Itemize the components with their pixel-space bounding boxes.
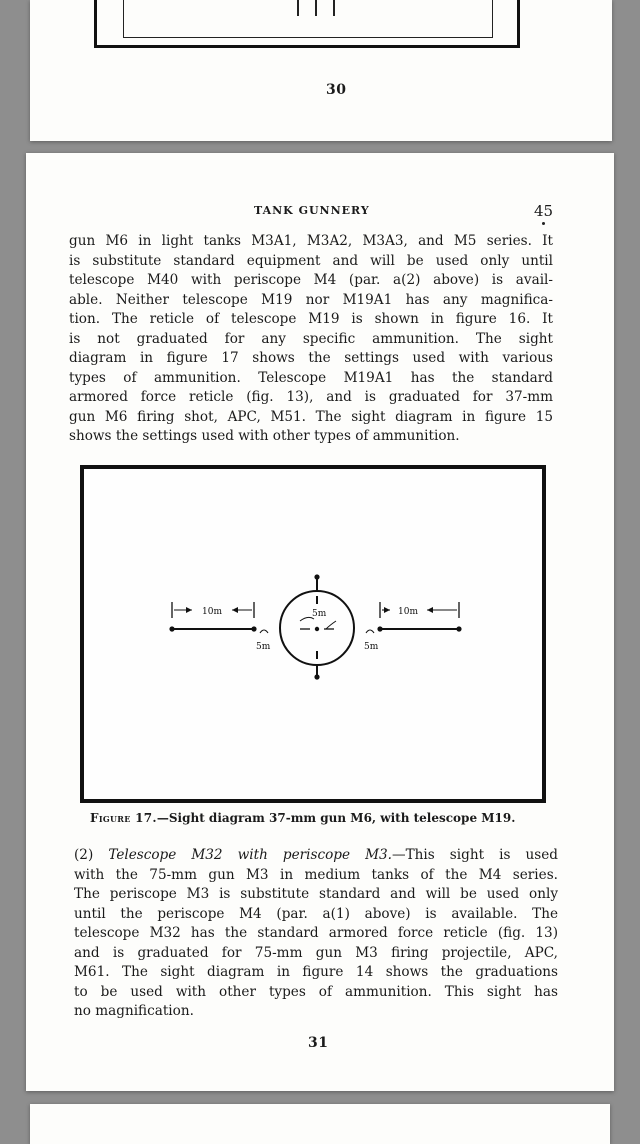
circle-top-label: 5m xyxy=(312,609,327,619)
left-gap-label: 5m xyxy=(256,642,271,652)
text-line: M61. The sight diagram in figure 14 shows the graduations xyxy=(74,964,558,980)
text-line: to be used with other types of ammunition. This sight has xyxy=(74,983,558,1000)
text-line: until the periscope M4 (par. a(1) above) is available. The xyxy=(74,905,558,922)
paragraph-text: —This sight is used xyxy=(392,847,558,863)
left-span-label: 10m xyxy=(202,607,222,617)
text-line: no magnification. xyxy=(74,1003,194,1019)
text-line: armored force reticle (fig. 13), and is graduated for 37-mm xyxy=(69,389,553,405)
caption-label: Figure 17. xyxy=(90,811,157,825)
paragraph-heading: Telescope M32 with periscope M3. xyxy=(108,847,392,863)
paragraph-number: (2) xyxy=(74,847,109,863)
body-paragraph xyxy=(69,232,553,447)
right-gap-label: 5m xyxy=(364,642,379,652)
text-line: tion. The reticle of telescope M19 is shown in figure 16. It xyxy=(69,311,553,327)
text-line: telescope M32 has the standard armored force reticle (fig. 13) xyxy=(74,925,558,941)
figure-tick xyxy=(333,0,335,16)
sight-diagram-svg xyxy=(84,469,542,799)
text-line: is substitute standard equipment and will be used only until xyxy=(69,252,553,269)
caption-text: —Sight diagram 37-mm gun M6, with telescope M19. xyxy=(156,811,516,825)
text-line: diagram in figure 17 shows the settings used with various xyxy=(69,350,553,366)
next-page xyxy=(30,1104,610,1144)
text-line: types of ammunition. Telescope M19A1 has the standard xyxy=(69,369,553,386)
text-line: is not graduated for any specific ammunition. The sight xyxy=(69,330,553,347)
ink-dot xyxy=(542,222,545,225)
figure-caption xyxy=(90,811,515,825)
figure-inner-box xyxy=(123,0,493,38)
text-line: shows the settings used with other types of ammunition. xyxy=(69,428,460,444)
page-number: 31 xyxy=(308,1035,329,1051)
previous-page xyxy=(30,0,612,141)
right-span-label: 10m xyxy=(398,607,418,617)
folio-number: 45 xyxy=(534,202,554,220)
text-line: and is graduated for 75-mm gun M3 firing projectile, APC, xyxy=(74,944,558,961)
figure-frame-bottom-edge xyxy=(94,0,520,48)
text-line: gun M6 in light tanks M3A1, M3A2, M3A3, and M5 series. It xyxy=(69,233,553,249)
figure-tick xyxy=(315,0,317,16)
text-line: gun M6 firing shot, APC, M51. The sight diagram in figure 15 xyxy=(69,408,553,425)
figure-17-sight-diagram xyxy=(80,465,546,803)
text-line: telescope M40 with periscope M4 (par. a(2) above) is avail- xyxy=(69,272,553,288)
current-page xyxy=(26,153,614,1091)
figure-tick xyxy=(297,0,299,16)
body-paragraph xyxy=(74,846,558,1022)
text-line: The periscope M3 is substitute standard and will be used only xyxy=(74,886,558,902)
text-line xyxy=(74,846,558,866)
text-line: able. Neither telescope M19 nor M19A1 has any magnifica- xyxy=(69,291,553,308)
text-line: with the 75-mm gun M3 in medium tanks of the M4 series. xyxy=(74,866,558,883)
page-number: 30 xyxy=(326,82,347,98)
running-head: TANK GUNNERY xyxy=(254,204,370,217)
